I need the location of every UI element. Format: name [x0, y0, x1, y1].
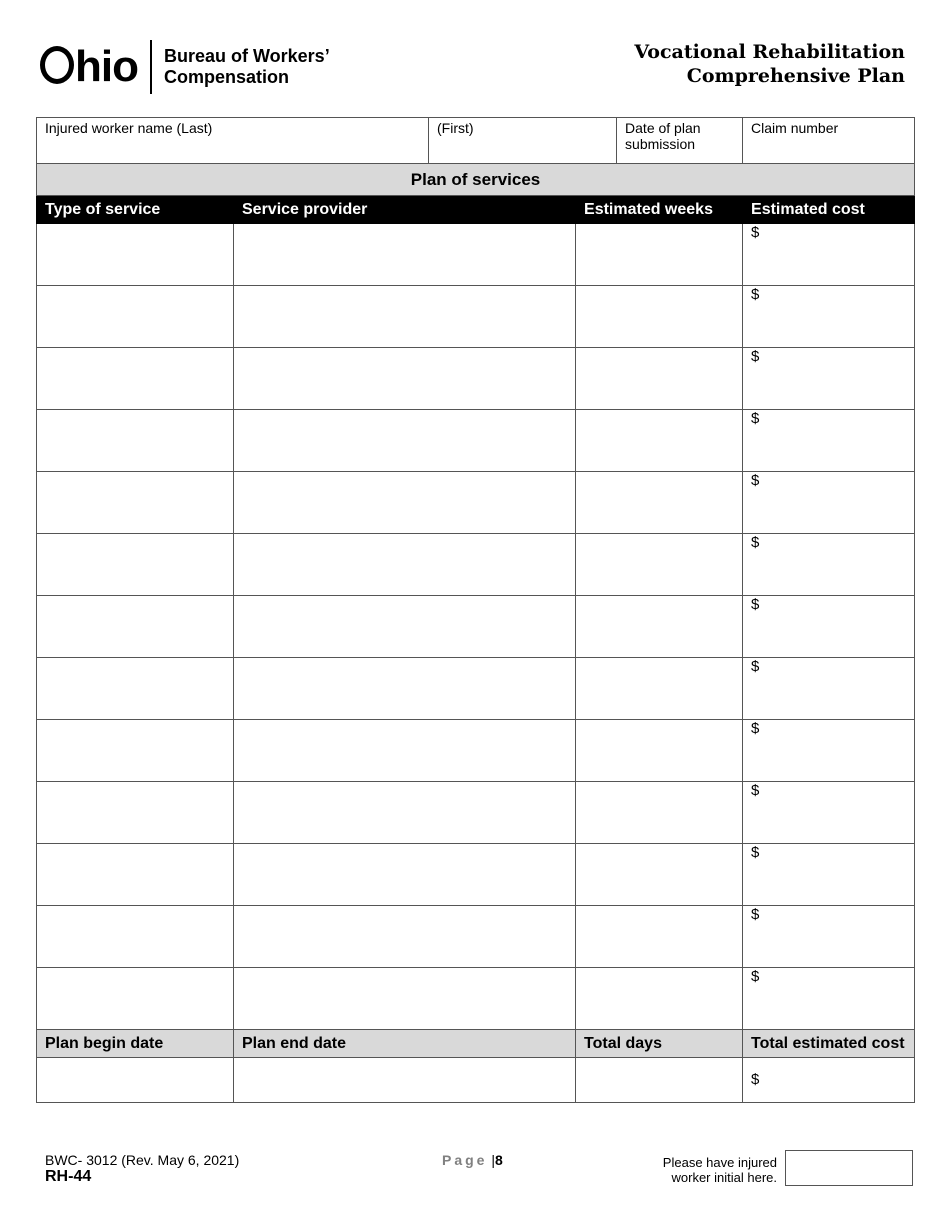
page-separator: | [491, 1152, 495, 1168]
plan-end-date-input[interactable] [234, 1058, 576, 1103]
currency-symbol: $ [751, 720, 760, 737]
currency-symbol: $ [751, 844, 760, 861]
service-row [37, 286, 915, 348]
type-of-service-cell[interactable] [37, 782, 234, 844]
estimated-cost-cell[interactable] [743, 534, 915, 596]
currency-symbol: $ [751, 658, 760, 675]
currency-symbol: $ [751, 348, 760, 365]
currency-symbol: $ [751, 472, 760, 489]
col-header-type-of-service: Type of service [37, 196, 234, 224]
estimated-cost-cell[interactable] [743, 906, 915, 968]
estimated-cost-cell[interactable] [743, 472, 915, 534]
page-word: Page [442, 1152, 488, 1168]
worker-initial-box[interactable] [785, 1150, 913, 1186]
initial-instruction-line1: Please have injured [662, 1155, 777, 1170]
service-provider-cell[interactable] [234, 968, 576, 1030]
currency-symbol: $ [751, 224, 760, 241]
currency-symbol: $ [751, 906, 760, 923]
plan-form-table [36, 117, 915, 1103]
total-days-input[interactable] [576, 1058, 743, 1103]
plan-begin-date-label: Plan begin date [37, 1030, 234, 1058]
service-row [37, 782, 915, 844]
estimated-weeks-cell[interactable] [576, 286, 743, 348]
agency-name [164, 46, 330, 88]
service-provider-cell[interactable] [234, 906, 576, 968]
estimated-weeks-cell[interactable] [576, 782, 743, 844]
type-of-service-cell[interactable] [37, 410, 234, 472]
form-number: BWC- 3012 (Rev. May 6, 2021) [45, 1152, 240, 1168]
type-of-service-cell[interactable] [37, 596, 234, 658]
estimated-weeks-cell[interactable] [576, 348, 743, 410]
initial-instruction [663, 1155, 777, 1185]
service-row [37, 844, 915, 906]
service-provider-cell[interactable] [234, 844, 576, 906]
col-header-service-provider: Service provider [234, 196, 576, 224]
claim-number-field[interactable] [743, 118, 915, 164]
plan-of-services-heading: Plan of services [37, 164, 915, 196]
service-row [37, 534, 915, 596]
document-title-line1: Vocational Rehabilitation [634, 41, 905, 63]
service-provider-cell[interactable] [234, 782, 576, 844]
service-row [37, 348, 915, 410]
form-code: RH-44 [45, 1168, 92, 1185]
service-provider-cell[interactable] [234, 472, 576, 534]
ohio-wordmark [40, 42, 138, 91]
service-row [37, 596, 915, 658]
type-of-service-cell[interactable] [37, 658, 234, 720]
estimated-weeks-cell[interactable] [576, 844, 743, 906]
estimated-weeks-cell[interactable] [576, 968, 743, 1030]
total-days-label: Total days [576, 1030, 743, 1058]
plan-end-date-label: Plan end date [234, 1030, 576, 1058]
estimated-weeks-cell[interactable] [576, 224, 743, 286]
initial-instruction-line2: worker initial here. [671, 1170, 777, 1185]
type-of-service-cell[interactable] [37, 906, 234, 968]
estimated-cost-cell[interactable] [743, 844, 915, 906]
currency-symbol: $ [751, 968, 760, 985]
col-header-estimated-cost: Estimated cost [743, 196, 915, 224]
estimated-cost-cell[interactable] [743, 410, 915, 472]
total-cost-currency-symbol: $ [751, 1071, 760, 1088]
ohio-bwc-logo [40, 38, 330, 96]
service-provider-cell[interactable] [234, 658, 576, 720]
last-name-field[interactable] [37, 118, 429, 164]
currency-symbol: $ [751, 782, 760, 799]
estimated-weeks-cell[interactable] [576, 472, 743, 534]
service-row [37, 720, 915, 782]
submission-date-label: Date of plan submission [625, 120, 701, 152]
currency-symbol: $ [751, 596, 760, 613]
estimated-weeks-cell[interactable] [576, 596, 743, 658]
estimated-cost-cell[interactable] [743, 224, 915, 286]
total-estimated-cost-input[interactable] [743, 1058, 915, 1103]
totals-input-row [37, 1058, 915, 1103]
claim-number-label: Claim number [751, 120, 839, 136]
col-header-estimated-weeks: Estimated weeks [576, 196, 743, 224]
service-row [37, 906, 915, 968]
service-row [37, 224, 915, 286]
estimated-cost-cell[interactable] [743, 348, 915, 410]
agency-name-line1: Bureau of Workers’ [163, 46, 330, 66]
first-name-field[interactable] [429, 118, 617, 164]
estimated-cost-cell[interactable] [743, 968, 915, 1030]
type-of-service-cell[interactable] [37, 720, 234, 782]
service-provider-cell[interactable] [234, 596, 576, 658]
ohio-o-ring-icon [40, 46, 74, 84]
total-estimated-cost-label: Total estimated cost [743, 1030, 915, 1058]
estimated-cost-cell[interactable] [743, 596, 915, 658]
estimated-cost-cell[interactable] [743, 658, 915, 720]
estimated-weeks-cell[interactable] [576, 658, 743, 720]
service-provider-cell[interactable] [234, 286, 576, 348]
agency-name-line2: Compensation [163, 67, 289, 87]
estimated-weeks-cell[interactable] [576, 906, 743, 968]
type-of-service-cell[interactable] [37, 968, 234, 1030]
plan-begin-date-input[interactable] [37, 1058, 234, 1103]
service-provider-cell[interactable] [234, 410, 576, 472]
first-name-label: (First) [437, 120, 474, 136]
submission-date-field[interactable] [617, 118, 743, 164]
type-of-service-cell[interactable] [37, 844, 234, 906]
estimated-weeks-cell[interactable] [576, 720, 743, 782]
estimated-cost-cell[interactable] [743, 720, 915, 782]
type-of-service-cell[interactable] [37, 348, 234, 410]
service-row [37, 472, 915, 534]
currency-symbol: $ [751, 286, 760, 303]
document-title [634, 40, 905, 88]
page-indicator [442, 1152, 503, 1168]
estimated-cost-cell[interactable] [743, 286, 915, 348]
type-of-service-cell[interactable] [37, 224, 234, 286]
document-title-line2: Comprehensive Plan [686, 65, 905, 87]
estimated-weeks-cell[interactable] [576, 534, 743, 596]
ohio-wordmark-text: hio [75, 42, 138, 91]
services-header-row [37, 196, 915, 224]
page-number: 8 [495, 1152, 503, 1168]
type-of-service-cell[interactable] [37, 534, 234, 596]
logo-divider [150, 40, 152, 94]
type-of-service-cell[interactable] [37, 286, 234, 348]
service-row [37, 410, 915, 472]
type-of-service-cell[interactable] [37, 472, 234, 534]
currency-symbol: $ [751, 410, 760, 427]
estimated-cost-cell[interactable] [743, 782, 915, 844]
estimated-weeks-cell[interactable] [576, 410, 743, 472]
last-name-label: Injured worker name (Last) [45, 120, 213, 136]
worker-info-row [37, 118, 915, 164]
totals-header-row [37, 1030, 915, 1058]
service-row [37, 658, 915, 720]
service-row [37, 968, 915, 1030]
service-provider-cell[interactable] [234, 720, 576, 782]
service-provider-cell[interactable] [234, 348, 576, 410]
service-provider-cell[interactable] [234, 224, 576, 286]
currency-symbol: $ [751, 534, 760, 551]
service-provider-cell[interactable] [234, 534, 576, 596]
